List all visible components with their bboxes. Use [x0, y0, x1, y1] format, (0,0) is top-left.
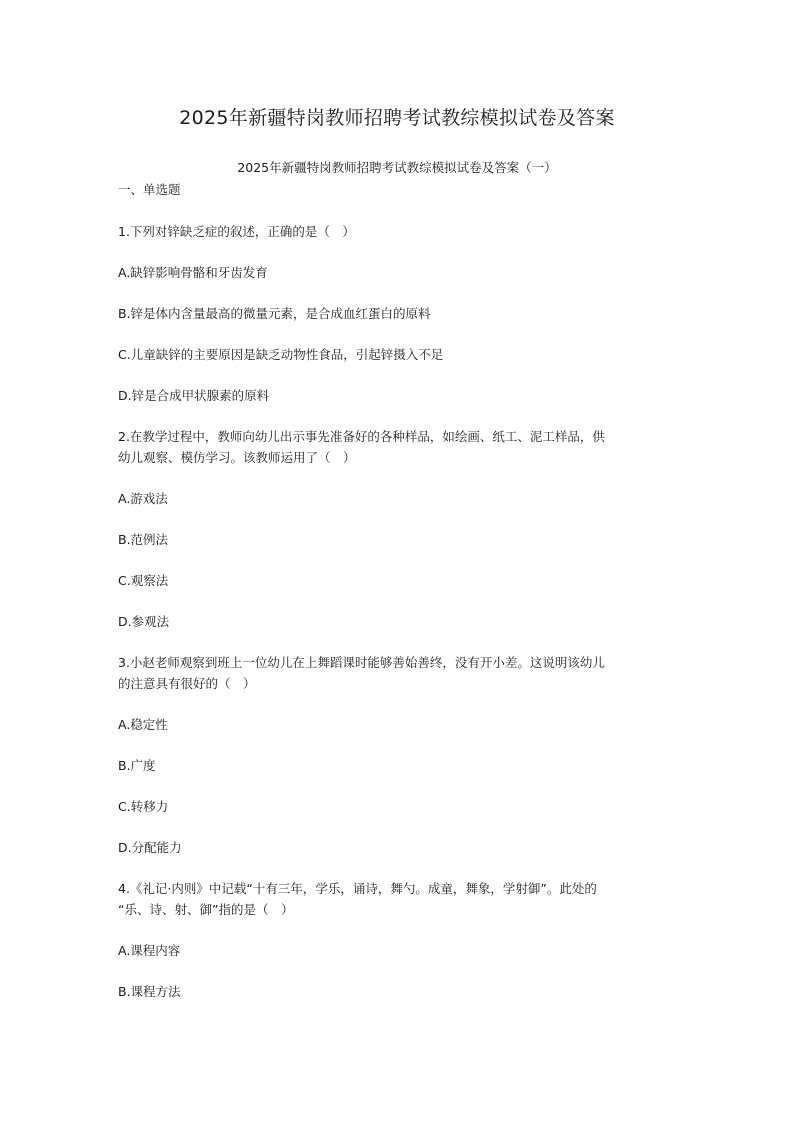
question-line: 1.下列对锌缺乏症的叙述，正确的是（ ）	[118, 224, 355, 239]
question-line: 3.小赵老师观察到班上一位幼儿在上舞蹈课时能够善始善终，没有开小差。这说明该幼儿	[118, 655, 605, 670]
question-stem	[118, 221, 678, 242]
answer-option: D.参观法	[118, 614, 170, 629]
question-line: 2.在教学过程中，教师向幼儿出示事先准备好的各种样品，如绘画、纸工、泥工样品，供	[118, 429, 605, 444]
answer-option: D.分配能力	[118, 840, 182, 855]
document-subtitle: 2025年新疆特岗教师招聘考试教综模拟试卷及答案（一）	[237, 160, 557, 175]
answer-option: A.稳定性	[118, 717, 168, 732]
answer-option: B.广度	[118, 758, 156, 773]
section-heading: 一、单选题	[118, 182, 181, 197]
question-stem	[118, 652, 678, 694]
question-list	[118, 221, 678, 1022]
question-line: 的注意具有很好的（ ）	[118, 676, 256, 691]
answer-option: A.课程内容	[118, 943, 181, 958]
answer-option: C.儿童缺锌的主要原因是缺乏动物性食品，引起锌摄入不足	[118, 347, 444, 362]
question-line: “乐、诗、射、御”指的是（ ）	[118, 902, 294, 917]
question-line: 幼儿观察、模仿学习。该教师运用了（ ）	[118, 450, 356, 465]
answer-option: A.游戏法	[118, 491, 168, 506]
answer-option: C.转移力	[118, 799, 169, 814]
answer-option: A.缺锌影响骨骼和牙齿发育	[118, 265, 268, 280]
answer-option: B.锌是体内含量最高的微量元素，是合成血红蛋白的原料	[118, 306, 431, 321]
answer-option: B.范例法	[118, 532, 169, 547]
answer-option: C.观察法	[118, 573, 169, 588]
answer-option: B.课程方法	[118, 984, 181, 999]
question-stem	[118, 426, 678, 468]
question-stem	[118, 878, 678, 920]
question-line: 4.《礼记·内则》中记载“十有三年，学乐，诵诗，舞勺。成童，舞象，学射御”。此处的	[118, 881, 597, 896]
answer-option: D.锌是合成甲状腺素的原料	[118, 388, 270, 403]
document-title: 2025年新疆特岗教师招聘考试教综模拟试卷及答案	[179, 107, 615, 129]
